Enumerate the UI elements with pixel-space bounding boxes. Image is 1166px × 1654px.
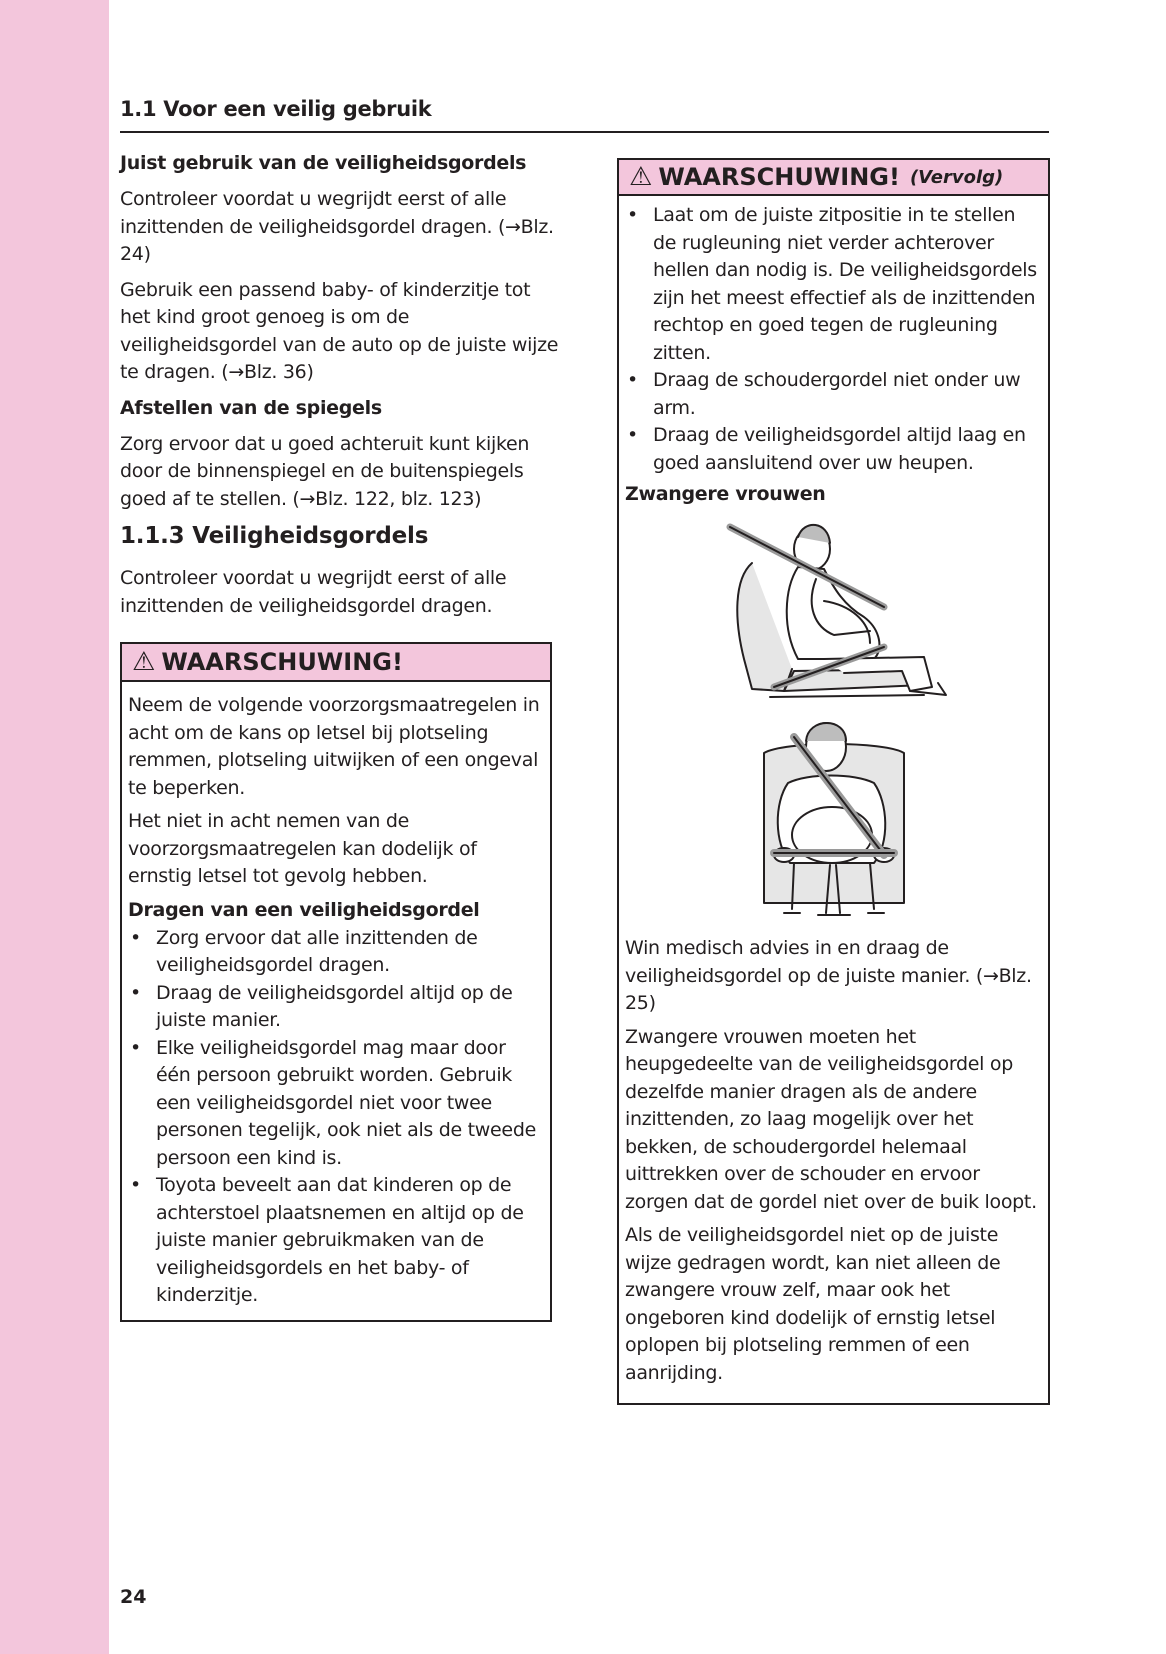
list-item — [128, 1172, 544, 1310]
warning-body — [619, 196, 1048, 1403]
warning-box-right — [617, 158, 1050, 1405]
bullet-dot: • — [627, 204, 638, 226]
list-item — [625, 422, 1042, 477]
warning-subheading-pregnant: Zwangere vrouwen — [625, 483, 826, 505]
subheading-seatbelt-use: Juist gebruik van de veiligheidsgordels — [120, 152, 527, 174]
header-rule — [120, 131, 1049, 133]
list-item — [128, 925, 544, 980]
paragraph-check-belts-2: Controleer voordat u wegrijdt eerst of alle inzittenden de veiligheidsgordel dragen. — [120, 567, 507, 617]
paragraph-mirrors: Zorg ervoor dat u goed achteruit kunt kijken door de binnenspiegel en de buitenspiegels goed af te stellen. (→Blz. 122, blz. 123) — [120, 432, 530, 510]
bullet-dot: • — [627, 424, 638, 446]
bullet-text: Toyota beveelt aan dat kinderen op de achterstoel plaatsnemen en altijd op de juiste manier gebruikmaken van de veiligheidsgordels en het baby- of kinderzitje. — [156, 1174, 524, 1306]
side-color-band — [0, 0, 109, 1654]
right-column — [617, 158, 1050, 1405]
pregnant-woman-side-view-illustration — [674, 509, 994, 709]
list-item — [128, 1035, 544, 1173]
warning-paragraph-precautions: Neem de volgende voorzorgsmaatregelen in acht om de kans op letsel bij plotseling remmen, plotseling uitwijken of een ongeval te beperken. — [128, 694, 540, 799]
warning-continued-label: (Vervolg) — [909, 166, 1004, 188]
list-item — [625, 202, 1042, 367]
subheading-mirrors: Afstellen van de spiegels — [120, 396, 382, 419]
bullet-text: Zorg ervoor dat alle inzittenden de veiligheidsgordel dragen. — [156, 926, 478, 976]
warning-triangle-icon: ⚠ — [132, 647, 156, 677]
bullet-dot: • — [130, 1036, 141, 1059]
pregnant-woman-front-view-illustration — [734, 713, 934, 923]
warning-header — [619, 160, 1048, 196]
list-item — [128, 980, 544, 1035]
warning-triangle-icon: ⚠ — [629, 162, 653, 192]
paragraph-pregnant-belt-use: Zwangere vrouwen moeten het heupgedeelte van de veiligheidsgordel op dezelfde manier dragen als de andere inzittenden, zo laag mogelijk over het bekken, de schoudergordel helemaal uittrekken over de schouder en ervoor zorgen dat de gordel niet over de buik loopt. — [625, 1025, 1037, 1213]
bullet-text: Elke veiligheidsgordel mag maar door één persoon gebruikt worden. Gebruik een veiligheidsgordel niet voor twee personen tegelijk, ook niet als de tweede persoon een kind is. — [156, 1036, 536, 1169]
bullet-text: Laat om de juiste zitpositie in te stellen de rugleuning niet verder achterover hellen dan nodig is. De veiligheidsgordels zijn het meest effectief als de inzittenden rechtop en goed tegen de rugleuning zitten. — [653, 204, 1037, 364]
bullet-dot: • — [130, 981, 141, 1004]
warning-header — [122, 644, 550, 682]
bullet-text: Draag de veiligheidsgordel altijd op de juiste manier. — [156, 981, 513, 1031]
bullet-dot: • — [627, 369, 638, 391]
page-number: 24 — [120, 1586, 147, 1608]
left-column — [120, 150, 560, 1322]
paragraph-check-belts: Controleer voordat u wegrijdt eerst of alle inzittenden de veiligheidsgordel dragen. (→Blz. 24) — [120, 188, 554, 265]
warning-paragraph-consequence: Het niet in acht nemen van de voorzorgsmaatregelen kan dodelijk of ernstig letsel tot gevolg hebben. — [128, 810, 477, 887]
bullet-dot: • — [130, 926, 141, 949]
warning-body — [122, 682, 550, 1320]
paragraph-medical-advice: Win medisch advies in en draag de veiligheidsgordel op de juiste manier. (→Blz. 25) — [625, 937, 1032, 1014]
warning-title: WAARSCHUWING! — [658, 163, 900, 191]
paragraph-pregnant-risk: Als de veiligheidsgordel niet op de juiste wijze gedragen wordt, kan niet alleen de zwangere vrouw zelf, maar ook het ongeboren kind dodelijk of ernstig letsel oplopen bij plotseling remmen of een aanrijding. — [625, 1224, 1001, 1384]
section-heading-seatbelts: 1.1.3 Veiligheidsgordels — [120, 523, 429, 549]
page-header-title: 1.1 Voor een veilig gebruik — [120, 97, 432, 121]
bullet-text: Draag de veiligheidsgordel altijd laag en goed aansluitend over uw heupen. — [653, 424, 1026, 474]
warning-box-left — [120, 642, 552, 1322]
warning-title: WAARSCHUWING! — [161, 648, 403, 676]
list-item — [625, 367, 1042, 422]
paragraph-child-seat: Gebruik een passend baby- of kinderzitje tot het kind groot genoeg is om de veiligheidsgordel van de auto op de juiste wijze te dragen. (→Blz. 36) — [120, 278, 559, 383]
bullet-dot: • — [130, 1174, 141, 1196]
warning-subheading: Dragen van een veiligheidsgordel — [128, 898, 480, 921]
bullet-text: Draag de schoudergordel niet onder uw arm. — [653, 369, 1021, 419]
